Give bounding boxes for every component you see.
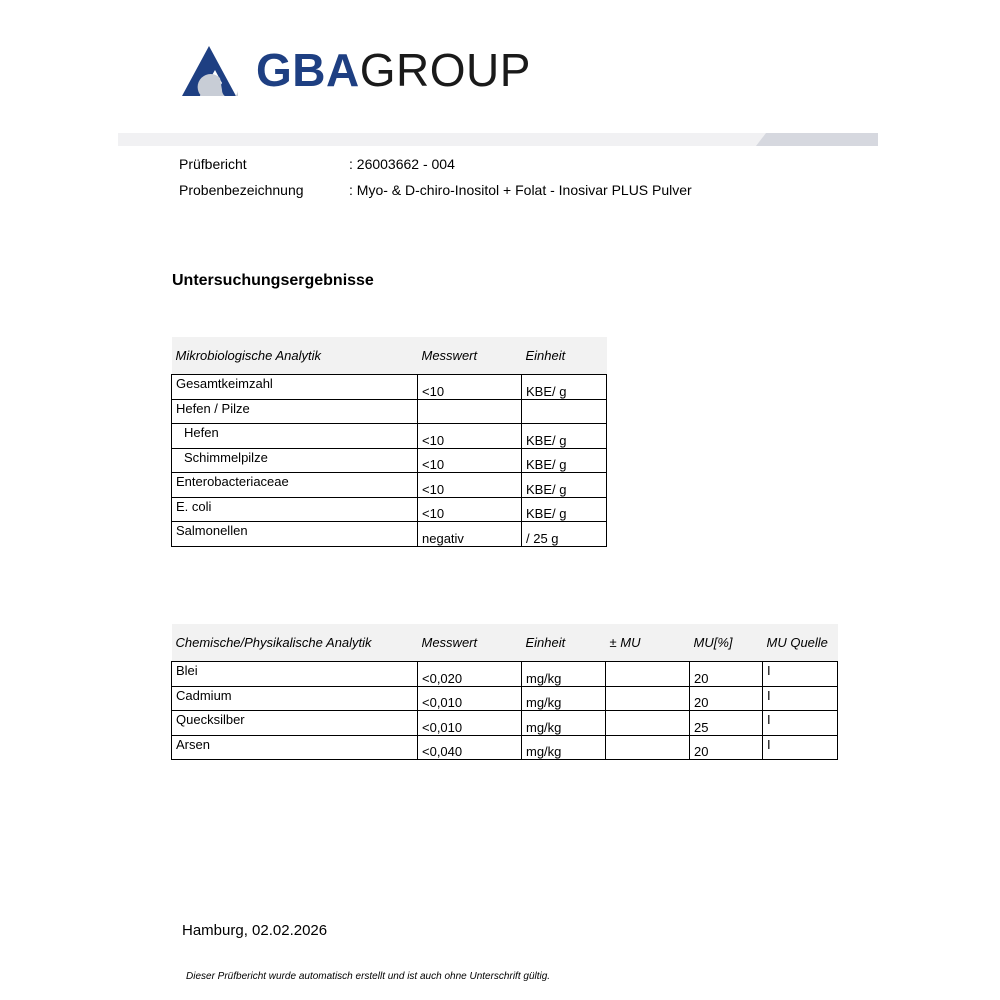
measured-value: <10 [418, 473, 522, 498]
section-title: Untersuchungsergebnisse [172, 272, 374, 289]
table-row [172, 424, 607, 449]
report-number: : 26003662 - 004 [349, 156, 455, 172]
micro-header-unit: Einheit [522, 337, 607, 375]
place-date: Hamburg, 02.02.2026 [182, 922, 328, 939]
report-label: Prüfbericht [179, 156, 247, 172]
unit: KBE/ g [522, 424, 607, 449]
unit: KBE/ g [522, 473, 607, 498]
table-row [172, 735, 838, 760]
measured-value: <0,040 [418, 735, 522, 760]
mu-percent: 20 [690, 686, 763, 711]
micro-header-analysis: Mikrobiologische Analytik [172, 337, 418, 375]
table-row [172, 711, 838, 736]
mu-value [606, 662, 690, 687]
measured-value: <0,020 [418, 662, 522, 687]
mu-source: I [763, 662, 838, 687]
mu-source: I [763, 711, 838, 736]
chem-header-mu: ± MU [606, 624, 690, 662]
unit: / 25 g [522, 522, 607, 547]
analysis-name: Hefen [172, 424, 418, 449]
unit: KBE/ g [522, 448, 607, 473]
analysis-name: Enterobacteriaceae [172, 473, 418, 498]
table-row [172, 662, 838, 687]
measured-value: <10 [418, 448, 522, 473]
mu-value [606, 686, 690, 711]
analysis-name: Quecksilber [172, 711, 418, 736]
table-row [172, 497, 607, 522]
measured-value: <10 [418, 375, 522, 400]
analysis-name: E. coli [172, 497, 418, 522]
measured-value: negativ [418, 522, 522, 547]
analysis-name: Gesamtkeimzahl [172, 375, 418, 400]
table-row [172, 473, 607, 498]
chem-header-analysis: Chemische/Physikalische Analytik [172, 624, 418, 662]
chem-header-unit: Einheit [522, 624, 606, 662]
chem-header-mu-source: MU Quelle [763, 624, 838, 662]
micro-table [171, 337, 607, 547]
unit: mg/kg [522, 686, 606, 711]
gba-logo-icon [182, 44, 242, 96]
chem-header-mu-percent: MU[%] [690, 624, 763, 662]
chem-header-row [172, 624, 838, 662]
table-row [172, 399, 607, 424]
mu-source: I [763, 686, 838, 711]
unit: mg/kg [522, 735, 606, 760]
sample-name: : Myo- & D-chiro-Inositol + Folat - Inosivar PLUS Pulver [349, 182, 692, 198]
unit [522, 399, 607, 424]
chem-table [171, 624, 838, 760]
measured-value: <10 [418, 424, 522, 449]
measured-value: <0,010 [418, 711, 522, 736]
micro-header-row [172, 337, 607, 375]
analysis-name: Arsen [172, 735, 418, 760]
analysis-name: Cadmium [172, 686, 418, 711]
analysis-name: Salmonellen [172, 522, 418, 547]
table-row [172, 522, 607, 547]
table-row [172, 686, 838, 711]
analysis-name: Blei [172, 662, 418, 687]
unit: KBE/ g [522, 375, 607, 400]
chem-header-value: Messwert [418, 624, 522, 662]
mu-source: I [763, 735, 838, 760]
mu-percent: 25 [690, 711, 763, 736]
measured-value: <10 [418, 497, 522, 522]
sample-label: Probenbezeichnung [179, 182, 304, 198]
unit: mg/kg [522, 711, 606, 736]
analysis-name: Schimmelpilze [172, 448, 418, 473]
analysis-name: Hefen / Pilze [172, 399, 418, 424]
measured-value: <0,010 [418, 686, 522, 711]
mu-value [606, 711, 690, 736]
logo-wordmark: GBAGROUP [256, 44, 531, 96]
company-logo [182, 44, 531, 96]
header-band [118, 133, 878, 146]
table-row [172, 448, 607, 473]
micro-header-value: Messwert [418, 337, 522, 375]
unit: KBE/ g [522, 497, 607, 522]
table-row [172, 375, 607, 400]
mu-percent: 20 [690, 662, 763, 687]
mu-percent: 20 [690, 735, 763, 760]
mu-value [606, 735, 690, 760]
validity-note: Dieser Prüfbericht wurde automatisch erstellt und ist auch ohne Unterschrift gültig. [186, 971, 551, 982]
unit: mg/kg [522, 662, 606, 687]
measured-value [418, 399, 522, 424]
